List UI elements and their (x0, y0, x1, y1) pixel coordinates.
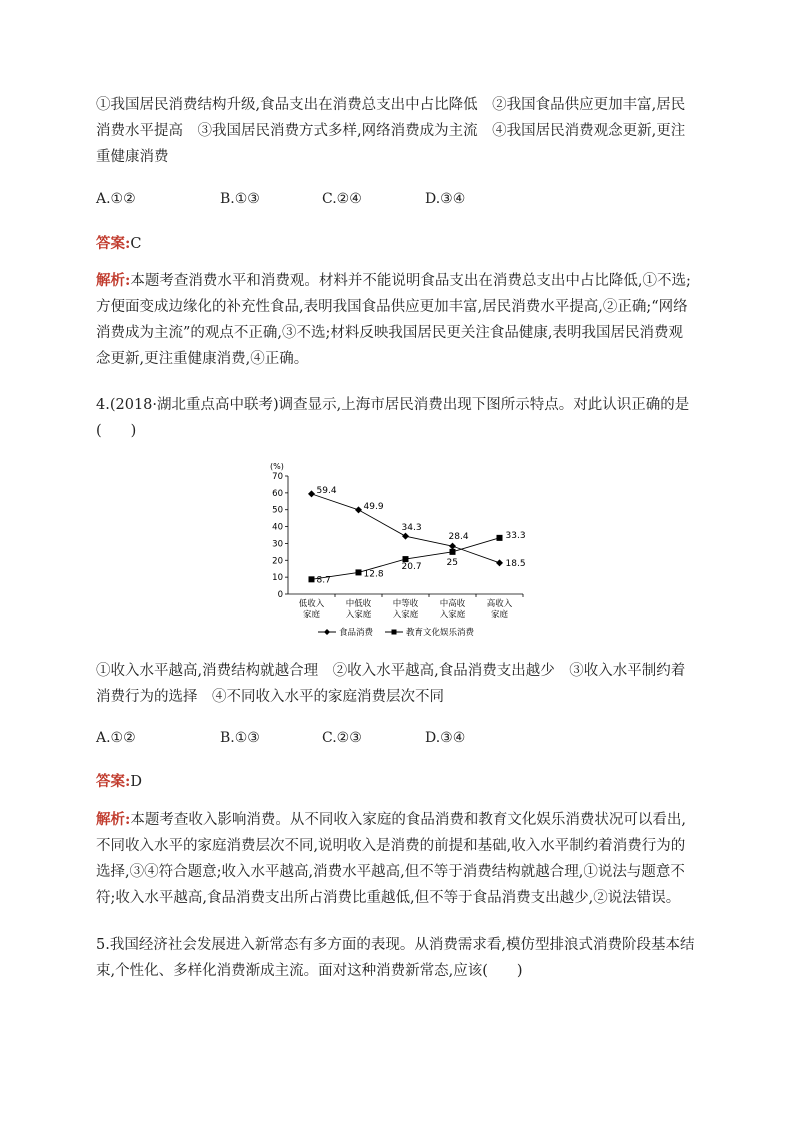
y-tick-label: 50 (272, 505, 283, 516)
y-tick-label: 40 (272, 522, 283, 533)
q4-option-d: D.③④ (425, 730, 466, 746)
data-label: 59.4 (316, 485, 337, 496)
data-label: 33.3 (505, 530, 526, 541)
q4-answer (96, 770, 142, 791)
x-tick-label: 家庭 (302, 610, 321, 620)
data-label: 12.8 (363, 569, 384, 580)
chart-legend (318, 627, 475, 638)
q3-analysis-text: 本题考查消费水平和消费观。材料并不能说明食品支出在消费总支出中占比降低,①不选;方便面变成边缘化的补充性食品,表明我国食品供应更加丰富,居民消费水平提高,②正确;“网络消费成为主流”的观点不正确,③不选;材料反映我国居民更关注食品健康,表明我国居民消费观念更新,更注重健康消费,④正确。 (96, 273, 691, 367)
q3-option-c: C.②④ (322, 191, 362, 207)
data-point-diamond (308, 490, 315, 497)
q3-answer-value: C (130, 236, 142, 252)
q4-option-a: A.①② (96, 730, 136, 746)
x-tick-label: 中等收 (392, 599, 419, 609)
x-tick-label: 入家庭 (345, 610, 372, 620)
x-tick-label: 中低收 (345, 599, 372, 609)
y-tick-label: 30 (272, 539, 283, 550)
legend-label-education: 教育文化娱乐消费 (406, 628, 475, 638)
q4-option-b: B.①③ (220, 730, 260, 746)
legend-marker-square (392, 630, 397, 635)
data-label: 20.7 (401, 562, 422, 573)
q4-answer-label: 答案: (96, 773, 131, 790)
q3-statements: ①我国居民消费结构升级,食品支出在消费总支出中占比降低 ②我国食品供应更加丰富,居民消费水平提高 ③我国居民消费方式多样,网络消费成为主流 ④我国居民消费观念更新,更注重健康消费 (96, 97, 686, 165)
y-tick-label: 10 (272, 573, 283, 584)
data-label: 18.5 (505, 558, 526, 569)
data-label: 25 (446, 557, 458, 568)
y-tick-label: 20 (272, 556, 283, 567)
legend-label-food: 食品消费 (339, 628, 374, 638)
data-point-square (356, 569, 362, 575)
q3-analysis-label: 解析: (96, 272, 131, 289)
x-tick-label: 入家庭 (392, 610, 419, 620)
data-point-diamond (449, 543, 456, 550)
y-tick-label: 60 (272, 488, 283, 499)
q4-analysis-label: 解析: (96, 811, 131, 828)
y-tick-label: 70 (272, 472, 283, 482)
q3-answer-label: 答案: (96, 235, 131, 252)
q5-stem: 5.我国经济社会发展进入新常态有多方面的表现。从消费需求看,模仿型排浪式消费阶段基本结束,个性化、多样化消费渐成主流。面对这种消费新常态,应该( ) (96, 937, 695, 979)
data-point-diamond (496, 559, 503, 566)
data-point-square (309, 576, 315, 582)
q3-answer (96, 232, 141, 253)
q3-analysis (96, 268, 696, 372)
q4-option-c: C.②③ (322, 730, 362, 746)
q3-option-b: B.①③ (220, 191, 260, 207)
q3-option-a: A.①② (96, 191, 136, 207)
data-label: 34.3 (401, 523, 422, 534)
q4-statements: ①收入水平越高,消费结构就越合理 ②收入水平越高,食品消费支出越少 ③收入水平制约着消费行为的选择 ④不同收入水平的家庭消费层次不同 (96, 663, 686, 705)
x-tick-label: 家庭 (490, 610, 509, 620)
x-tick-label: 中高收 (439, 599, 466, 609)
q4-stem: 4.(2018·湖北重点高中联考)调查显示,上海市居民消费出现下图所示特点。对此认识正确的是( ) (96, 397, 690, 439)
data-point-diamond (355, 506, 362, 513)
legend-marker-diamond (324, 629, 330, 635)
y-axis-label: (%) (270, 462, 284, 471)
q4-analysis (96, 807, 696, 911)
x-tick-label: 高收入 (486, 599, 513, 609)
data-label: 49.9 (363, 501, 384, 512)
q4-answer-value: D (130, 774, 142, 790)
data-point-diamond (402, 533, 409, 540)
q3-option-d: D.③④ (425, 191, 466, 207)
data-point-square (497, 535, 503, 541)
data-point-square (450, 549, 456, 555)
data-label: 28.4 (448, 532, 469, 543)
line-chart (262, 458, 542, 643)
x-tick-label: 低收入 (298, 599, 325, 609)
data-label: 8.7 (316, 575, 331, 586)
q4-analysis-text: 本题考查收入影响消费。从不同收入家庭的食品消费和教育文化娱乐消费状况可以看出,不同收入水平的家庭消费层次不同,说明收入是消费的前提和基础,收入水平制约着消费行为的选择,③④符合题意;收入水平越高,消费水平越高,但不等于消费结构就越合理,①说法与题意不符;收入水平越高,食品消费支出所占消费比重越低,但不等于食品消费支出越少,②说法错误。 (96, 812, 686, 906)
x-tick-label: 入家庭 (439, 610, 466, 620)
y-tick-label: 0 (277, 590, 283, 600)
